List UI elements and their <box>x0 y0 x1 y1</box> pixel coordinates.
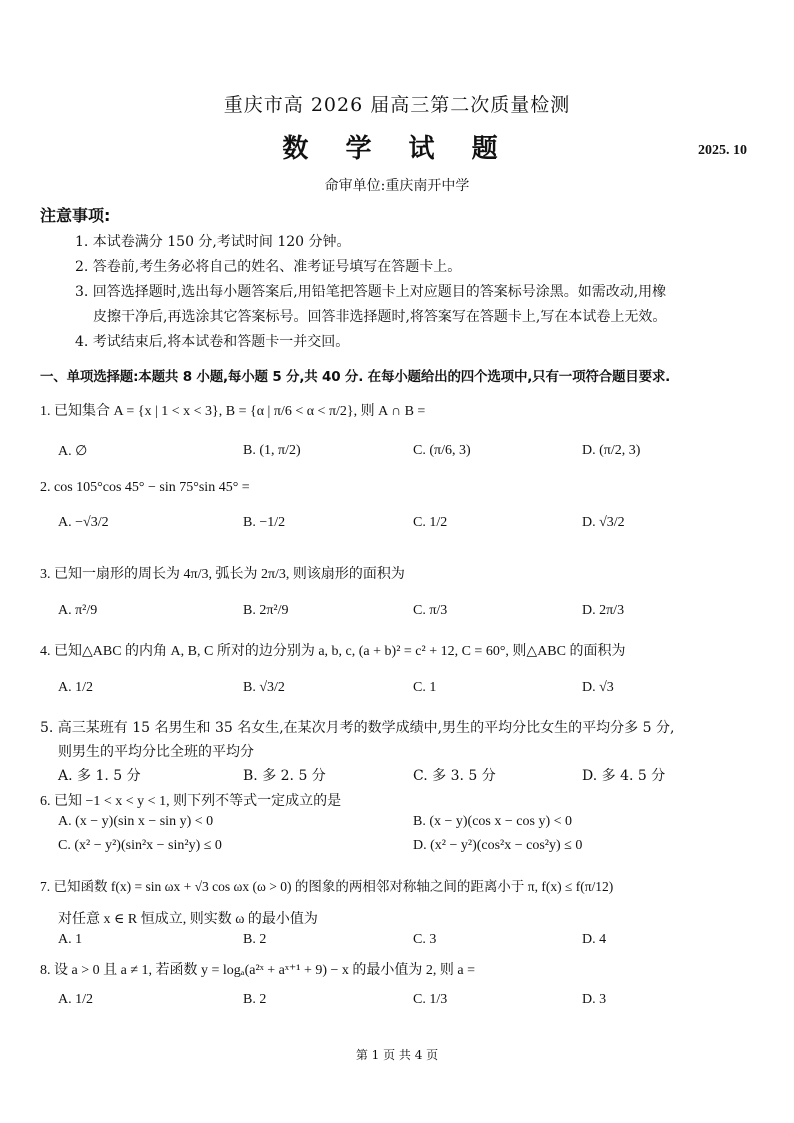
q2-option-c: C. 1/2 <box>413 515 448 530</box>
q3-option-a: A. π²/9 <box>58 603 98 618</box>
q2-option-a: A. −√3/2 <box>58 515 109 530</box>
q3-option-d: D. 2π/3 <box>582 603 625 618</box>
q5-option-d: D. 多 4. 5 分 <box>582 768 666 784</box>
question-7-cont: 对任意 x ∈ R 恒成立, 则实数 ω 的最小值为 <box>58 912 318 927</box>
q5-option-b: B. 多 2. 5 分 <box>243 768 326 784</box>
q6-option-d: D. (x² − y²)(cos²x − cos²y) ≤ 0 <box>413 838 583 853</box>
page-footer: 第 1 页 共 4 页 <box>355 1048 439 1062</box>
exam-title: 重庆市高 2026 届高三第二次质量检测 <box>223 94 571 116</box>
notice-item-cont: 皮擦干净后,再选涂其它答案标号。回答非选择题时,将答案写在答题卡上,写在本试卷上无效。 <box>93 309 667 325</box>
q4-option-d: D. √3 <box>582 680 614 695</box>
q2-option-b: B. −1/2 <box>243 515 286 530</box>
q1-option-a: A. ∅ <box>58 444 88 459</box>
q4-option-b: B. √3/2 <box>243 680 285 695</box>
q4-option-c: C. 1 <box>413 680 437 695</box>
notice-item: 1. 本试卷满分 150 分,考试时间 120 分钟。 <box>75 234 351 250</box>
question-4: 4. 已知△ABC 的内角 A, B, C 所对的边分别为 a, b, c, (a + b)² = c² + 12, C = 60°, 则△ABC 的面积为 <box>40 644 626 659</box>
q8-option-b: B. 2 <box>243 992 267 1007</box>
author-unit: 命审单位:重庆南开中学 <box>324 178 470 194</box>
q7-option-d: D. 4 <box>582 932 607 947</box>
question-7: 7. 已知函数 f(x) = sin ωx + √3 cos ωx (ω > 0) 的图象的两相邻对称轴之间的距离小于 π, f(x) ≤ f(π/12) <box>40 879 614 894</box>
q7-option-a: A. 1 <box>58 932 83 947</box>
q5-option-a: A. 多 1. 5 分 <box>58 768 141 784</box>
q1-option-c: C. (π/6, 3) <box>413 443 471 458</box>
subject-title: 数 学 试 题 <box>282 134 512 164</box>
q8-option-c: C. 1/3 <box>413 992 448 1007</box>
question-2: 2. cos 105°cos 45° − sin 75°sin 45° = <box>40 480 250 495</box>
q1-option-d: D. (π/2, 3) <box>582 443 641 458</box>
question-5-cont: 则男生的平均分比全班的平均分 <box>58 744 254 760</box>
notice-item: 2. 答卷前,考生务必将自己的姓名、准考证号填写在答题卡上。 <box>75 259 462 275</box>
q3-option-b: B. 2π²/9 <box>243 603 289 618</box>
q7-option-c: C. 3 <box>413 932 437 947</box>
q8-option-d: D. 3 <box>582 992 607 1007</box>
question-1: 1. 已知集合 A = {x | 1 < x < 3}, B = {α | π/6 < α < π/2}, 则 A ∩ B = <box>40 404 426 419</box>
q3-option-c: C. π/3 <box>413 603 448 618</box>
question-5: 5. 高三某班有 15 名男生和 35 名女生,在某次月考的数学成绩中,男生的平均分比女生的平均分多 5 分, <box>40 720 675 736</box>
question-8: 8. 设 a > 0 且 a ≠ 1, 若函数 y = logₐ(a²ˣ + aˣ⁺¹ + 9) − x 的最小值为 2, 则 a = <box>40 963 476 978</box>
q7-option-b: B. 2 <box>243 932 267 947</box>
q8-option-a: A. 1/2 <box>58 992 93 1007</box>
section-heading: 一、单项选择题:本题共 8 小题,每小题 5 分,共 40 分. 在每小题给出的四个选项中,只有一项符合题目要求. <box>40 369 671 385</box>
q1-option-b: B. (1, π/2) <box>243 443 301 458</box>
notice-heading: 注意事项: <box>40 206 111 225</box>
question-6: 6. 已知 −1 < x < y < 1, 则下列不等式一定成立的是 <box>40 794 342 809</box>
q6-option-a: A. (x − y)(sin x − sin y) < 0 <box>58 814 214 829</box>
q6-option-c: C. (x² − y²)(sin²x − sin²y) ≤ 0 <box>58 838 222 853</box>
q5-option-c: C. 多 3. 5 分 <box>413 768 496 784</box>
notice-item: 3. 回答选择题时,选出每小题答案后,用铅笔把答题卡上对应题目的答案标号涂黑。如需改动,用橡 <box>75 284 667 300</box>
q6-option-b: B. (x − y)(cos x − cos y) < 0 <box>413 814 572 829</box>
question-3: 3. 已知一扇形的周长为 4π/3, 弧长为 2π/3, 则该扇形的面积为 <box>40 567 405 582</box>
q4-option-a: A. 1/2 <box>58 680 93 695</box>
exam-date: 2025. 10 <box>698 143 747 158</box>
notice-item: 4. 考试结束后,将本试卷和答题卡一并交回。 <box>75 334 350 350</box>
q2-option-d: D. √3/2 <box>582 515 625 530</box>
